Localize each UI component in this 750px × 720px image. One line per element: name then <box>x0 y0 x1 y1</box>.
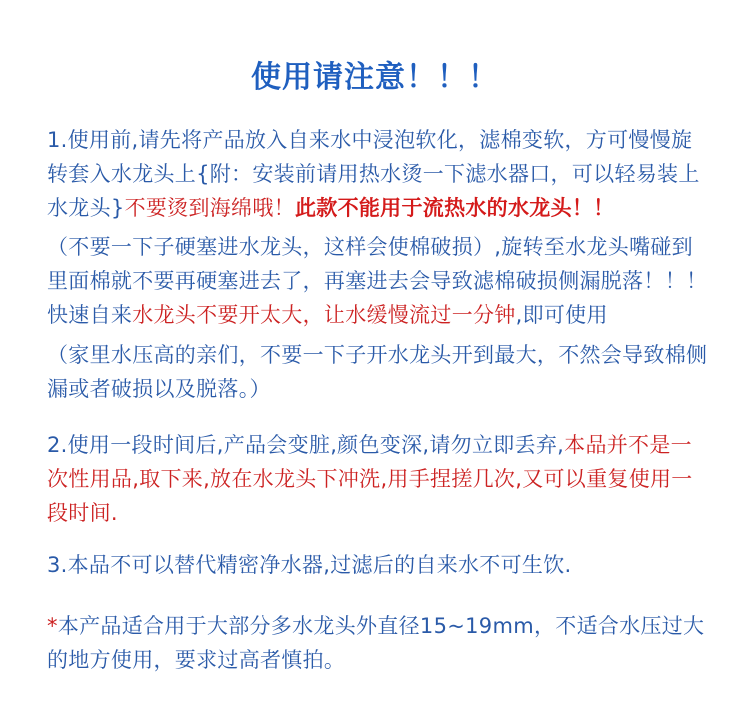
instruction-paragraph-1 <box>47 123 712 225</box>
instruction-paragraph-5: 3.本品不可以替代精密净水器,过滤后的自来水不可生饮. <box>47 553 572 577</box>
instruction-paragraph-4 <box>47 428 712 530</box>
paragraph-2-warning: 水龙头不要开太大，让水缓慢流过一分钟 <box>132 303 516 327</box>
paragraph-1-text: 1.使用前,请先将产品放入自来水中浸泡软化，滤棉变软，方可慢慢旋转套入水龙头上{附：安装前请用热水烫一下滤水器口，可以轻易装上水龙头} <box>47 128 700 220</box>
paragraph-2-tail: ,即可使用 <box>515 303 608 327</box>
paragraph-2-text: （不要一下子硬塞进水龙头，这样会使棉破损）,旋转至水龙头嘴碰到里面棉就不要再硬塞进去了，再塞进去会导致滤棉破损侧漏脱落！！！ 快速自来 <box>47 235 708 327</box>
instruction-paragraph-3: （家里水压高的亲们，不要一下子开水龙头开到最大，不然会导致棉侧漏或者破损以及脱落。） <box>47 343 708 401</box>
footnote-text: 本产品适合用于大部分多水龙头外直径15~19mm，不适合水压过大的地方使用，要求过高者慎拍。 <box>47 614 705 672</box>
instruction-paragraph-2 <box>47 230 712 332</box>
paragraph-4-warning: 本品并不是一次性用品,取下来,放在水龙头下冲洗,用手捏搓几次,又可以重复使用一段时间. <box>47 433 693 525</box>
paragraph-4-text: 2.使用一段时间后,产品会变脏,颜色变深,请勿立即丢弃, <box>47 433 565 457</box>
footnote-paragraph <box>47 609 712 677</box>
page-title: 使用请注意！！！ <box>251 60 499 95</box>
paragraph-1-strong-warning: 此款不能用于流热水的水龙头！！ <box>294 196 615 220</box>
paragraph-1-warning: 不要烫到海绵哦！ <box>124 196 295 220</box>
footnote-asterisk: * <box>47 614 58 638</box>
